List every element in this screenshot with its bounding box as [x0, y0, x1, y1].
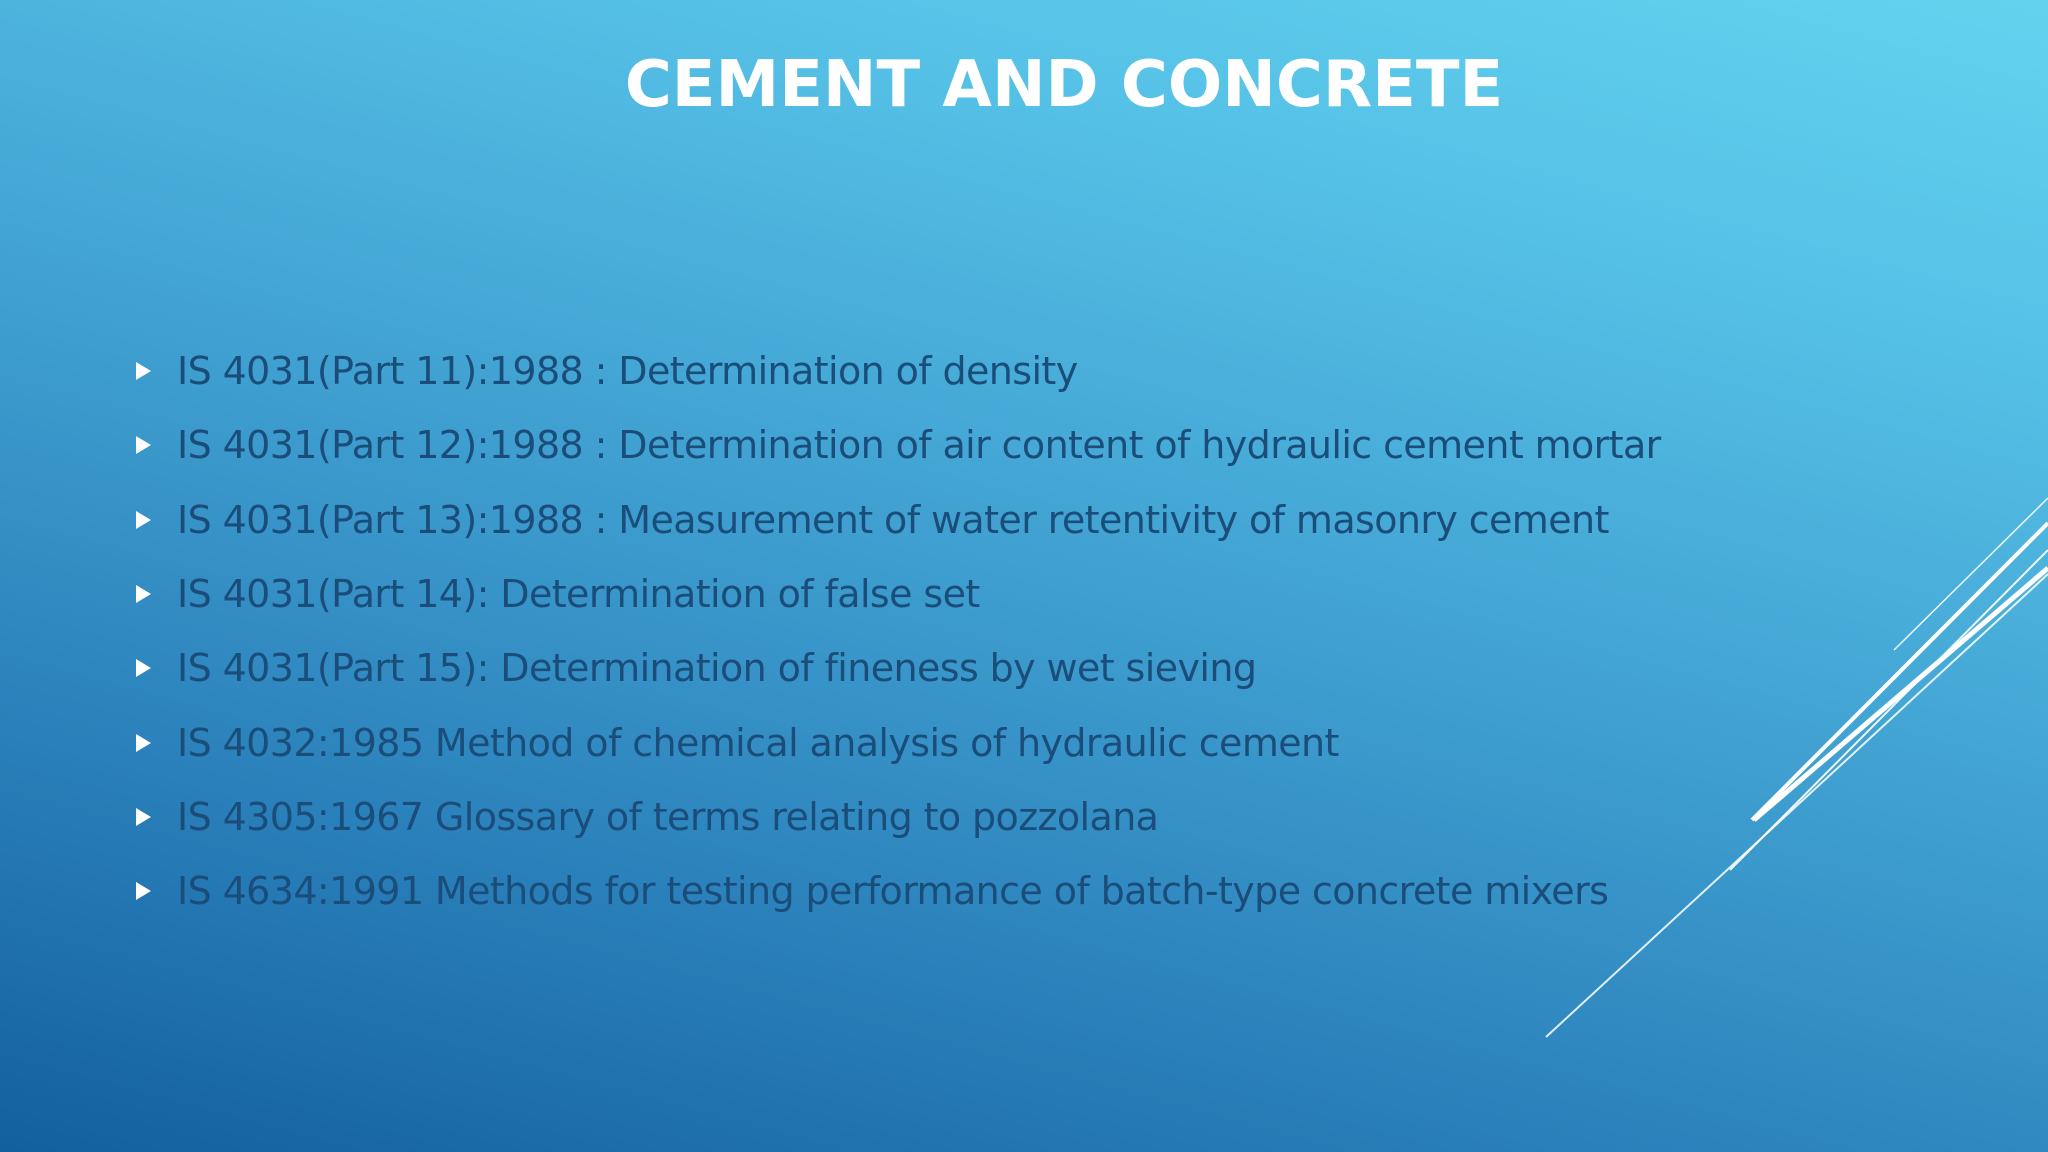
bullet-text: IS 4634:1991 Methods for testing performance of batch-type concrete mixers [177, 869, 1609, 914]
bullet-text: IS 4305:1967 Glossary of terms relating to pozzolana [177, 794, 1159, 839]
decor-line-thick [1754, 568, 2048, 820]
decor-line-upper-thick [1752, 523, 2048, 820]
bullet-text: IS 4031(Part 12):1988 : Determination of air content of hydraulic cement mortar [177, 423, 1661, 468]
bullet-text: IS 4031(Part 15): Determination of fineness by wet sieving [177, 646, 1257, 691]
bullet-text: IS 4032:1985 Method of chemical analysis of hydraulic cement [177, 720, 1339, 765]
decor-line-long [1546, 574, 2048, 1037]
bullet-text: IS 4031(Part 14): Determination of false set [177, 572, 980, 617]
slide-title: CEMENT AND CONCRETE [624, 48, 1504, 122]
bullet-text: IS 4031(Part 13):1988 : Measurement of water retentivity of masonry cement [177, 497, 1609, 542]
decor-line-mid [1730, 550, 2048, 870]
bullet-text: IS 4031(Part 11):1988 : Determination of density [177, 349, 1078, 394]
